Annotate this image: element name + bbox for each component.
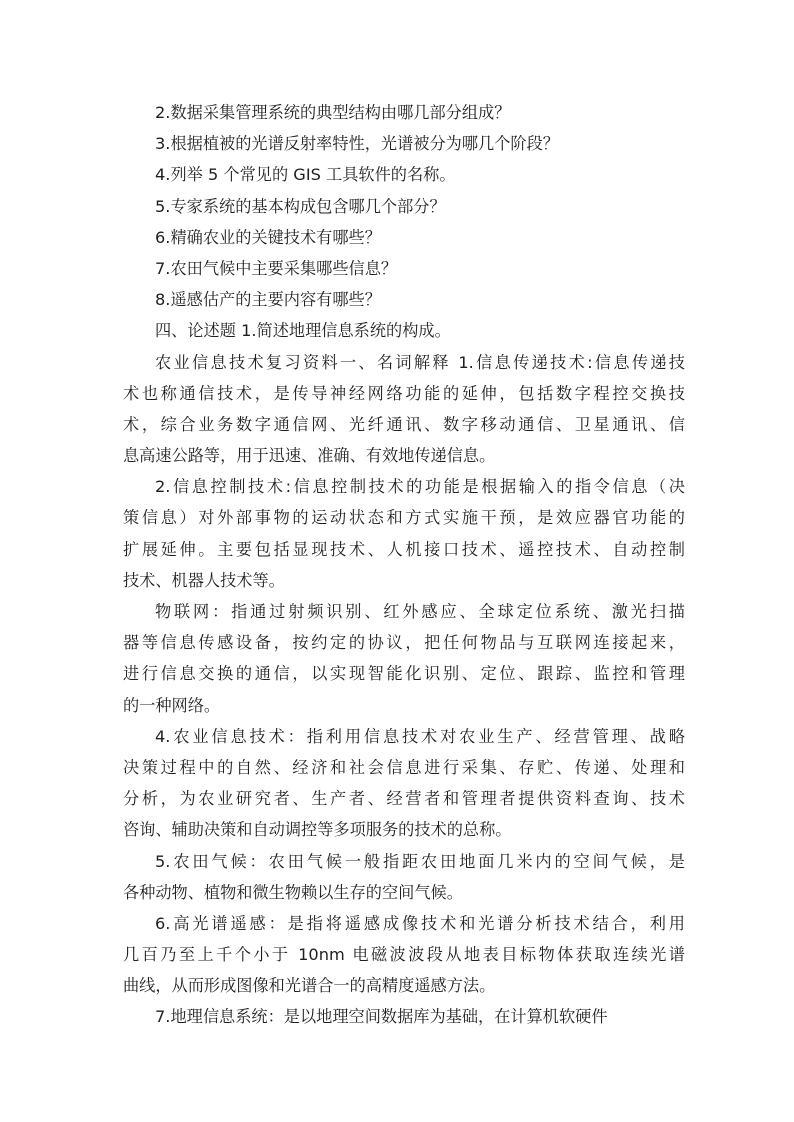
paragraph-information-transmission [123, 347, 685, 472]
paragraph-line: 农业信息技术复习资料一、名词解释 1.信息传递技术:信息传递技 [155, 352, 685, 372]
question-list [123, 97, 685, 315]
paragraph-line: 分析，为农业研究者、生产者、经营者和管理者提供资料查询、技术 [123, 789, 685, 809]
paragraph-line: 器等信息传感设备，按约定的协议，把任何物品与互联网连接起来， [123, 633, 685, 653]
paragraph-line: 4.农业信息技术：指利用信息技术对农业生产、经营管理、战略 [155, 726, 685, 746]
paragraph-line: 决策过程中的自然、经济和社会信息进行采集、存贮、传递、处理和 [123, 757, 685, 777]
essay-section-heading: 四、论述题 1.简述地理信息系统的构成。 [155, 321, 451, 341]
paragraph-line: 物联网：指通过射频识别、红外感应、全球定位系统、激光扫描 [155, 602, 685, 621]
paragraph-hyperspectral-remote-sensing [123, 908, 685, 1002]
paragraph-information-control [123, 471, 685, 596]
paragraph-line: 曲线，从而形成图像和光谱合一的高精度遥感方法。 [123, 976, 496, 996]
document-body [123, 97, 685, 1033]
paragraph-line: 的一种网络。 [123, 695, 221, 715]
paragraph-line: 6.高光谱遥感：是指将遥感成像技术和光谱分析技术结合，利用 [155, 913, 685, 933]
question-item: 4.列举 5 个常见的 GIS 工具软件的名称。 [155, 165, 456, 185]
paragraph-line: 5.农田气候：农田气候一般指距农田地面几米内的空间气候，是 [155, 851, 685, 871]
paragraph-line: 术也称通信技术，是传导神经网络功能的延伸，包括数字程控交换技 [123, 383, 685, 403]
paragraph-line: 术，综合业务数字通信网、光纤通讯、数字移动通信、卫星通讯、信 [123, 414, 685, 434]
question-item: 8.遥感估产的主要内容有哪些？ [155, 290, 381, 310]
paragraph-line: 几百乃至上千个小于 10nm 电磁波波段从地表目标物体获取连续光谱 [123, 945, 685, 965]
paragraph-line: 策信息）对外部事物的运动状态和方式实施干预，是效应器官功能的 [123, 508, 685, 528]
question-item: 7.农田气候中主要采集哪些信息？ [155, 258, 398, 278]
question-item: 5.专家系统的基本构成包含哪几个部分？ [155, 196, 446, 216]
paragraph-line: 进行信息交换的通信，以实现智能化识别、定位、跟踪、监控和管理 [123, 664, 685, 684]
paragraph-internet-of-things [123, 596, 685, 721]
question-item: 3.根据植被的光谱反射率特性，光谱被分为哪几个阶段？ [155, 134, 559, 154]
paragraph-agricultural-it [123, 721, 685, 846]
question-item: 6.精确农业的关键技术有哪些？ [155, 227, 381, 247]
paragraph-gis [123, 1001, 685, 1032]
paragraph-line: 7.地理信息系统：是以地理空间数据库为基础，在计算机软硬件 [155, 1007, 608, 1027]
paragraph-line: 息高速公路等，用于迅速、准确、有效地传递信息。 [123, 446, 496, 466]
paragraph-line: 咨询、辅助决策和自动调控等多项服务的技术的总称。 [123, 820, 512, 840]
paragraph-field-climate [123, 846, 685, 908]
question-item: 2.数据采集管理系统的典型结构由哪几部分组成？ [155, 103, 511, 122]
paragraph-line: 各种动物、植物和微生物赖以生存的空间气候。 [123, 882, 463, 902]
paragraph-line: 扩展延伸。主要包括显现技术、人机接口技术、遥控技术、自动控制 [123, 539, 685, 559]
paragraph-line: 技术、机器人技术等。 [123, 570, 285, 590]
paragraph-line: 2.信息控制技术:信息控制技术的功能是根据输入的指令信息（决 [155, 477, 685, 497]
